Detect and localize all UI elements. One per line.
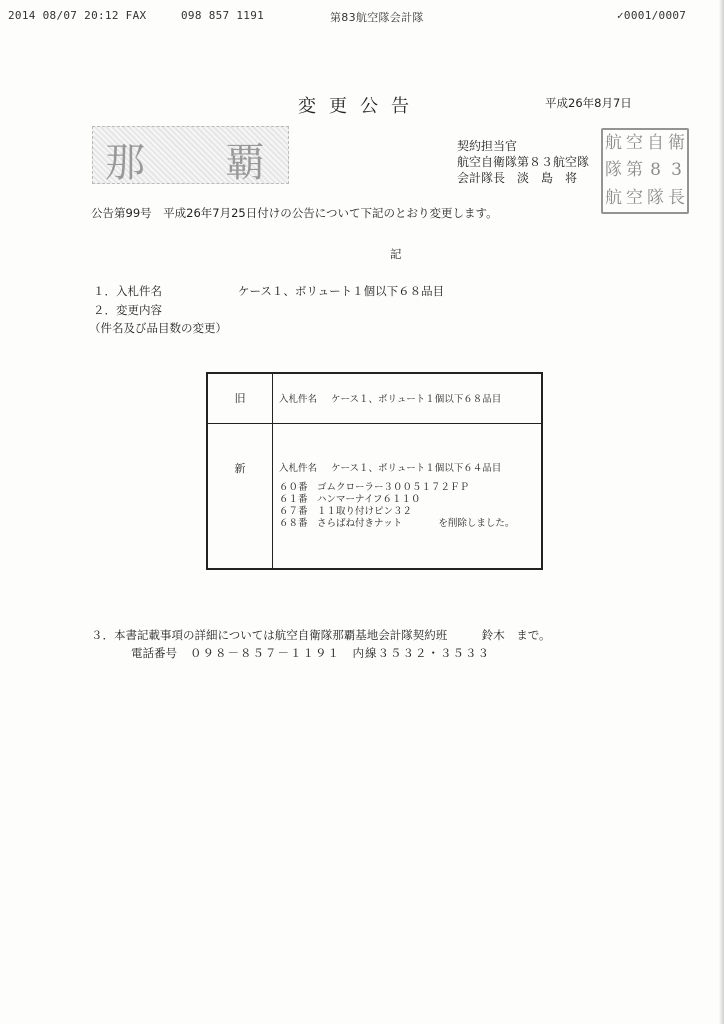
contact-line: ３．本書記載事項の詳細については航空自衛隊那覇基地会計隊契約班 鈴木 まで。 xyxy=(91,628,551,642)
signatory-name: 会計隊長 淡 島 将 xyxy=(457,171,578,185)
new-value: ケース１、ボリュート１個以下６４品目 xyxy=(331,462,502,474)
item2-label: ２．変更内容 xyxy=(93,303,162,317)
seal-char: 8 xyxy=(650,160,661,181)
seal-char: 航 xyxy=(605,187,622,208)
naha-seal-stamp xyxy=(92,126,289,184)
new-label: 新 xyxy=(207,423,273,569)
page-title: 変更公告 xyxy=(298,96,422,117)
fax-number: 098 857 1191 xyxy=(181,9,265,22)
new-title-line xyxy=(279,460,535,474)
ki-heading: 記 xyxy=(390,247,402,261)
seal-char: 隊 xyxy=(605,160,622,181)
seal-char: 自 xyxy=(647,133,664,153)
new-content xyxy=(273,423,543,569)
change-table xyxy=(206,372,543,570)
seal-char: 衛 xyxy=(668,133,685,153)
list-item-text: ６８番 さらばね付きナット xyxy=(279,517,403,529)
old-value: ケース１、ボリュート１個以下６８品目 xyxy=(331,394,502,406)
removed-suffix: を削除しました。 xyxy=(438,517,515,529)
scan-edge-shadow xyxy=(719,0,724,1024)
list-item: ６７番 １１取り付けピン３２ xyxy=(279,505,413,517)
table-row-old xyxy=(207,373,542,423)
item1-label: １．入札件名 xyxy=(93,284,162,298)
removed-items xyxy=(279,482,535,530)
item2-sub: （件名及び品目数の変更） xyxy=(89,321,227,335)
item1-value: ケース１、ボリュート１個以下６８品目 xyxy=(238,284,445,298)
seal-char: 第 xyxy=(626,160,643,181)
fax-sender: 第83航空隊会計隊 xyxy=(330,11,424,24)
phone-label: 電話番号 xyxy=(131,646,177,660)
seal-char: 覇 xyxy=(225,140,265,186)
list-item: ６１番 ハンマーナイフ６１１０ xyxy=(279,493,421,505)
old-label: 旧 xyxy=(207,373,273,423)
fax-page: ✓0001/0007 xyxy=(617,9,687,22)
fax-datetime: 2014 08/07 20:12 FAX xyxy=(8,9,147,22)
signatory-unit: 航空自衛隊第８３航空隊 xyxy=(457,155,590,169)
list-item xyxy=(279,518,535,530)
old-field: 入札件名 xyxy=(279,394,318,406)
seal-char: 那 xyxy=(105,140,145,186)
seal-char: 隊 xyxy=(647,187,664,208)
notice-intro: 公告第99号 平成26年7月25日付けの公告について下記のとおり変更します。 xyxy=(91,206,498,220)
new-field: 入札件名 xyxy=(279,462,318,474)
seal-char: 空 xyxy=(626,187,643,208)
issue-date: 平成26年8月7日 xyxy=(545,96,632,110)
seal-char: 3 xyxy=(671,160,682,181)
seal-char: 航 xyxy=(605,133,622,153)
list-item: ６０番 ゴムクローラー３００５１７２ＦＰ xyxy=(279,481,470,493)
seal-char: 空 xyxy=(626,133,643,153)
phone-number: ０９８－８５７－１１９１ 内線３５３２・３５３３ xyxy=(190,646,490,660)
old-content xyxy=(273,373,543,423)
seal-char: 長 xyxy=(668,187,685,208)
signatory-title: 契約担当官 xyxy=(457,139,518,153)
table-row-new xyxy=(207,423,542,569)
official-seal-stamp xyxy=(601,128,689,214)
